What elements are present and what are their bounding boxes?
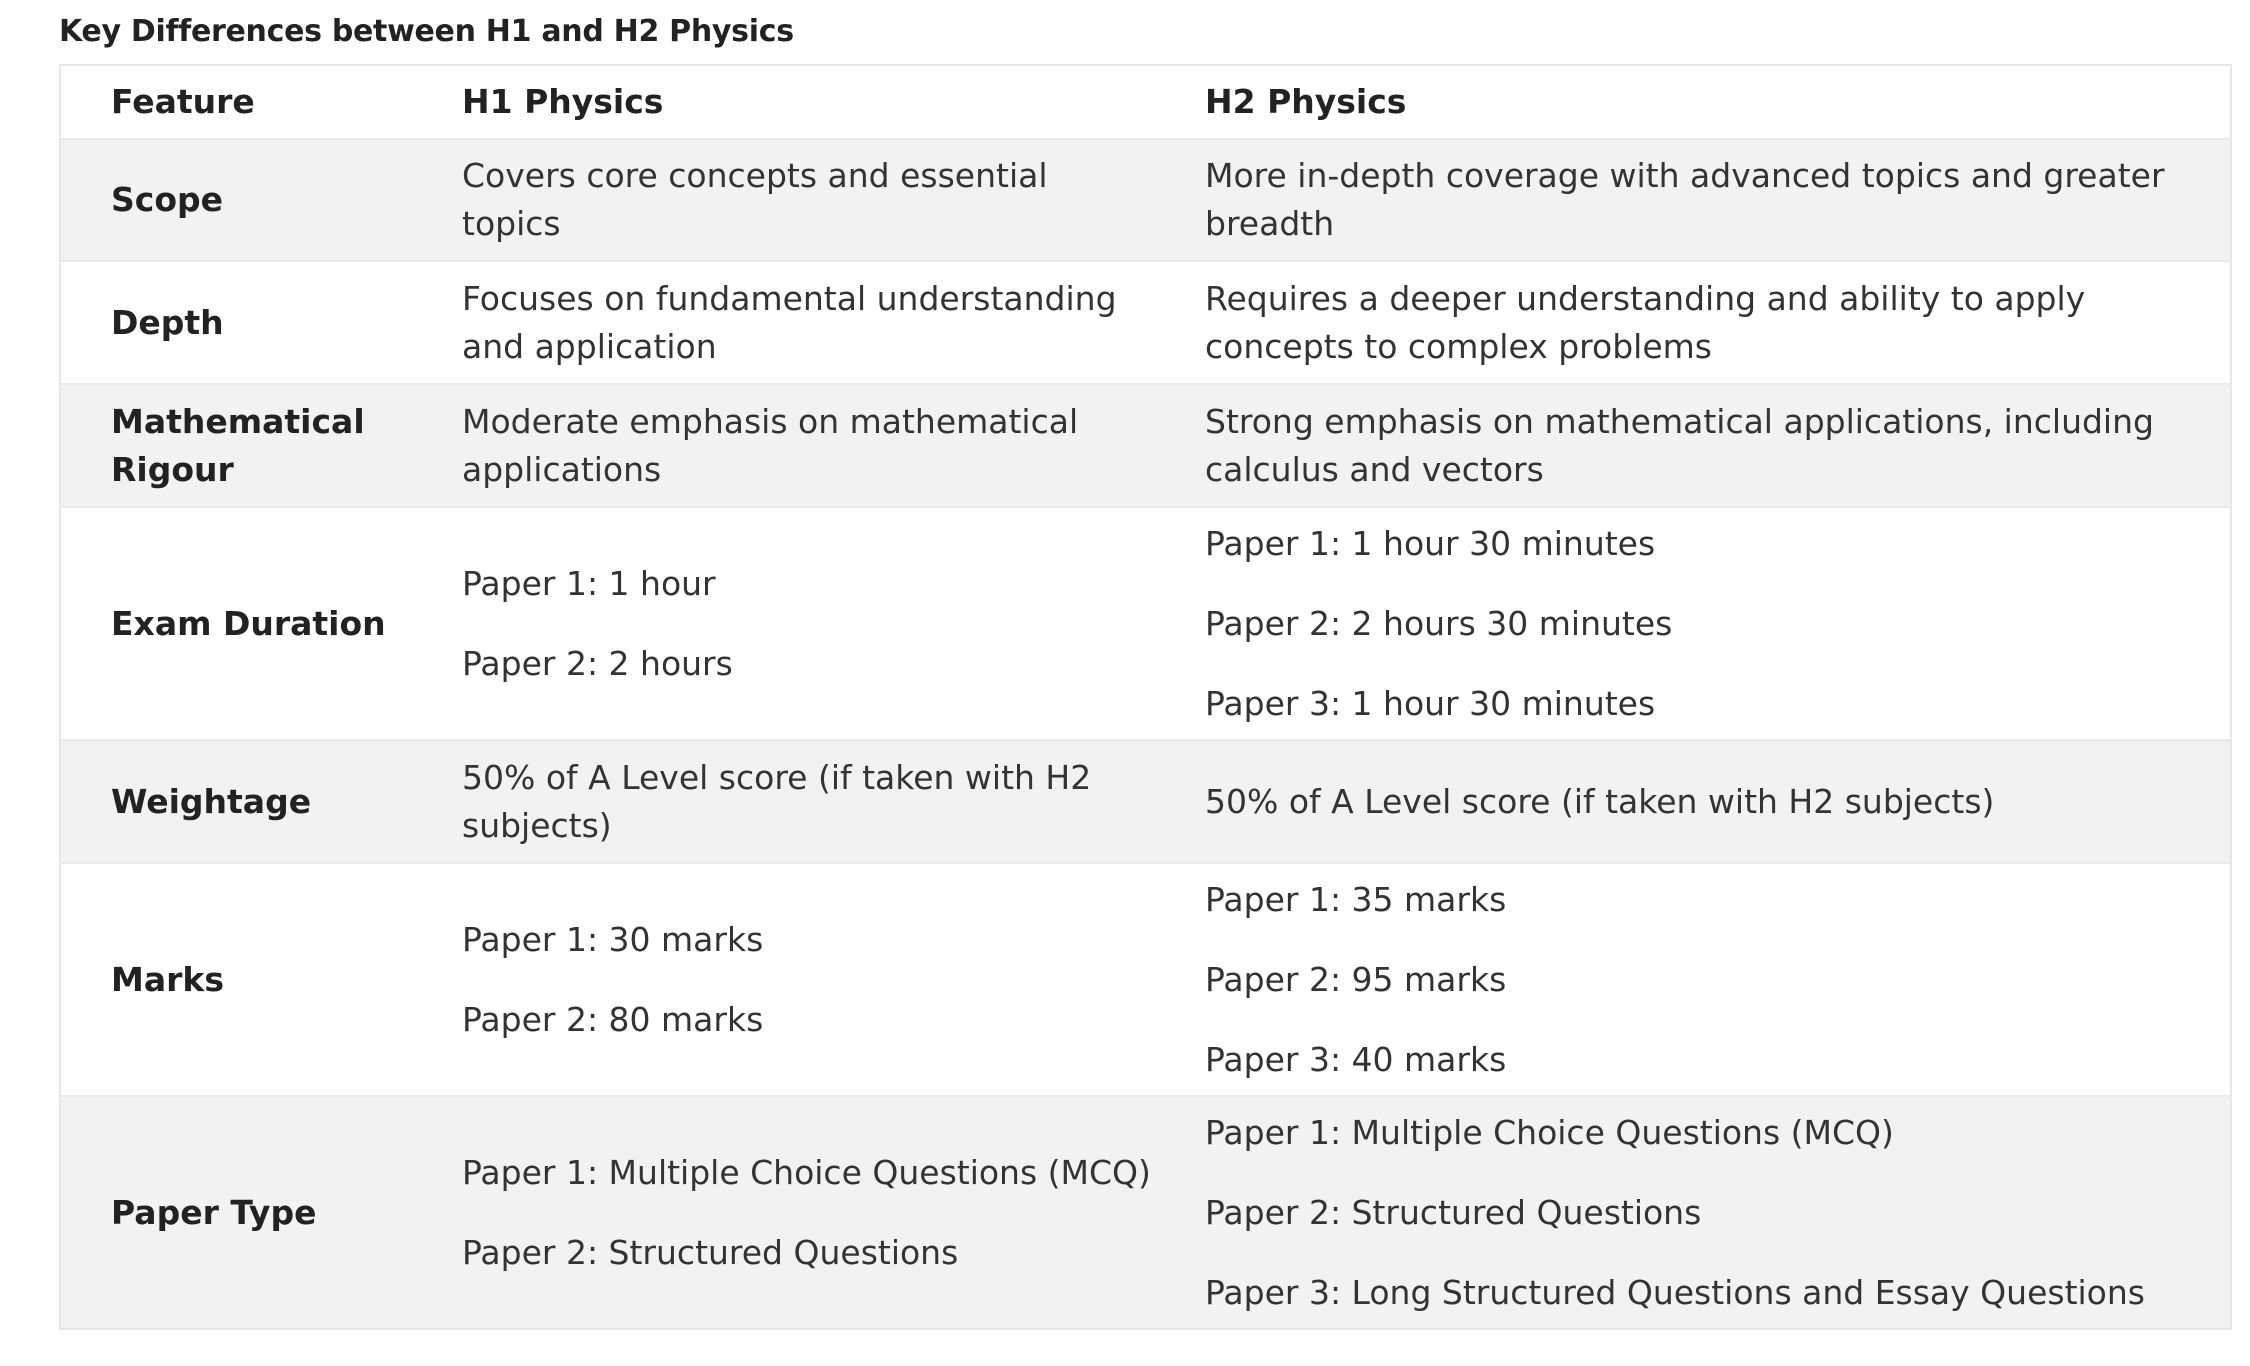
feature-cell: Exam Duration (60, 507, 462, 740)
cell-line: Paper 2: Structured Questions (462, 1232, 959, 1272)
table-header-row (60, 65, 2231, 139)
feature-cell: Weightage (60, 740, 462, 863)
cell-line: Strong emphasis on mathematical applications, including calculus and vectors (1205, 401, 2154, 489)
cell-line: Paper 1: 1 hour (462, 563, 716, 603)
cell-line: Moderate emphasis on mathematical applications (462, 401, 1079, 489)
cell-line: Paper 1: 30 marks (462, 919, 764, 959)
h1-cell (462, 507, 1205, 740)
table-row (60, 139, 2231, 261)
cell-line: Paper 3: 40 marks (1205, 1039, 1507, 1079)
h2-cell (1205, 1096, 2231, 1329)
cell-line: Paper 2: 2 hours (462, 643, 733, 683)
table-row (60, 863, 2231, 1096)
h2-cell (1205, 261, 2231, 384)
h2-cell (1205, 863, 2231, 1096)
h2-cell (1205, 740, 2231, 863)
h2-cell (1205, 139, 2231, 261)
page-heading: Key Differences between H1 and H2 Physics (59, 14, 794, 49)
feature-cell: Depth (60, 261, 462, 384)
feature-cell: Mathematical Rigour (60, 384, 462, 507)
feature-cell: Marks (60, 863, 462, 1096)
h1-cell (462, 139, 1205, 261)
h2-cell (1205, 384, 2231, 507)
cell-line: Paper 1: 35 marks (1205, 879, 1507, 919)
cell-line: More in-depth coverage with advanced topics and greater breadth (1205, 156, 2165, 243)
table-row (60, 261, 2231, 384)
cell-line: Covers core concepts and essential topics (462, 156, 1048, 243)
cell-line: Paper 1: 1 hour 30 minutes (1205, 523, 1656, 563)
cell-line: Paper 3: Long Structured Questions and Essay Questions (1205, 1272, 2145, 1312)
cell-line: Paper 1: Multiple Choice Questions (MCQ) (1205, 1112, 1894, 1152)
h1-cell (462, 740, 1205, 863)
cell-line: 50% of A Level score (if taken with H2 subjects) (462, 757, 1092, 845)
h1-cell (462, 384, 1205, 507)
table-row (60, 740, 2231, 863)
cell-line: Paper 2: 2 hours 30 minutes (1205, 603, 1673, 643)
cell-line: Paper 2: Structured Questions (1205, 1192, 1702, 1232)
table-row (60, 384, 2231, 507)
cell-line: Focuses on fundamental understanding and application (462, 278, 1117, 366)
column-header-feature: Feature (60, 65, 462, 139)
column-header-h2: H2 Physics (1205, 65, 2231, 139)
cell-line: Paper 1: Multiple Choice Questions (MCQ) (462, 1152, 1151, 1192)
cell-line: Requires a deeper understanding and ability to apply concepts to complex problems (1205, 278, 2086, 366)
feature-cell: Scope (60, 139, 462, 261)
column-header-h1: H1 Physics (462, 65, 1205, 139)
table-row (60, 1096, 2231, 1329)
table-row (60, 507, 2231, 740)
cell-line: Paper 3: 1 hour 30 minutes (1205, 683, 1656, 723)
comparison-table (59, 64, 2232, 1330)
h1-cell (462, 863, 1205, 1096)
cell-line: Paper 2: 95 marks (1205, 959, 1507, 999)
h1-cell (462, 261, 1205, 384)
cell-line: 50% of A Level score (if taken with H2 subjects) (1205, 781, 1995, 821)
h2-cell (1205, 507, 2231, 740)
feature-cell: Paper Type (60, 1096, 462, 1329)
cell-line: Paper 2: 80 marks (462, 999, 764, 1039)
h1-cell (462, 1096, 1205, 1329)
